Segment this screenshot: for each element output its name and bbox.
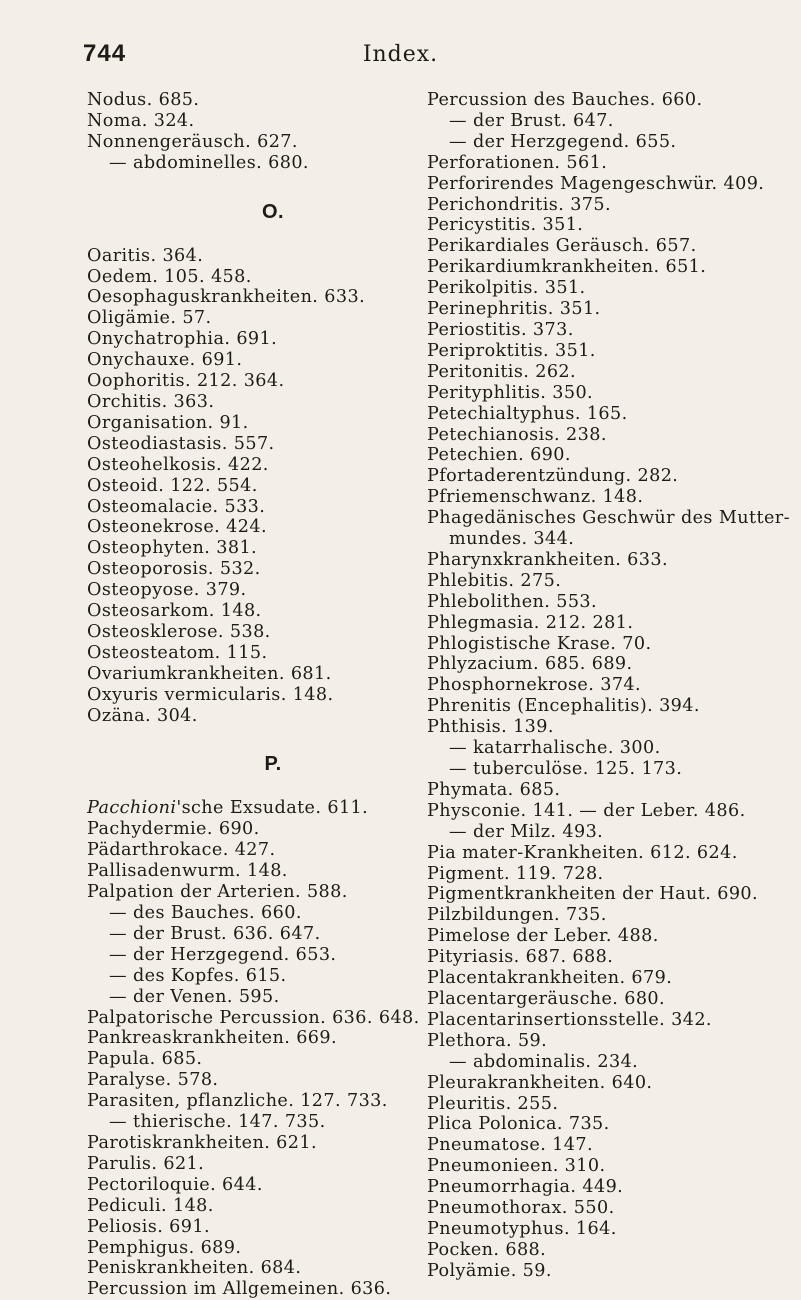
index-subentry: — der Venen. 595.	[109, 986, 280, 1007]
index-subentry: — der Herzgegend. 653.	[109, 944, 337, 965]
index-entry-pacchioni	[87, 798, 459, 819]
index-entry: Nonnengeräusch. 627.	[87, 131, 298, 152]
index-entry: Perforirendes Magengeschwür. 409.	[427, 173, 765, 194]
index-subentry: — tuberculöse. 125. 173.	[449, 759, 683, 779]
index-entry: Phlogistische Krase. 70.	[427, 633, 652, 654]
index-entry: Peniskrankheiten. 684.	[87, 1258, 302, 1279]
index-entry: Ovariumkrankheiten. 681.	[87, 663, 332, 684]
index-entry: Polyämie. 59.	[427, 1260, 552, 1281]
index-subentry: — der Herzgegend. 655.	[449, 131, 677, 152]
index-entry: Pleurakrankheiten. 640.	[427, 1072, 653, 1093]
index-entry: Phlyzacium. 685. 689.	[427, 654, 633, 675]
index-entry: Pneumorrhagia. 449.	[427, 1177, 624, 1198]
index-entry: Parotiskrankheiten. 621.	[87, 1132, 317, 1153]
index-entry: Pilzbildungen. 735.	[427, 905, 607, 926]
index-entry: Pachydermie. 690.	[87, 819, 260, 840]
index-entry: Peritonitis. 262.	[427, 361, 577, 382]
index-entry: Petechialtyphus. 165.	[427, 403, 628, 424]
index-entry: Periproktitis. 351.	[427, 340, 596, 361]
index-entry: Orchitis. 363.	[87, 391, 215, 412]
index-entry: Phlebolithen. 553.	[427, 591, 598, 612]
index-entry: Osteodiastasis. 557.	[87, 433, 275, 454]
index-entry: Pericystitis. 351.	[427, 215, 584, 236]
index-entry: Organisation. 91.	[87, 412, 249, 433]
index-entry: Osteonekrose. 424.	[87, 517, 267, 538]
index-entry: Perinephritis. 351.	[427, 299, 601, 320]
index-entry: Onychatrophia. 691.	[87, 329, 278, 350]
index-subentry: — abdominelles. 680.	[109, 152, 309, 173]
index-entry: Pimelose der Leber. 488.	[427, 926, 659, 947]
index-entry: Nodus. 685.	[87, 90, 200, 110]
index-entry: Pleuritis. 255.	[427, 1093, 559, 1114]
index-subentry: — abdominalis. 234.	[449, 1051, 639, 1072]
index-entry: Osteoid. 122. 554.	[87, 475, 258, 496]
index-entry: Petechien. 690.	[427, 445, 571, 466]
page-header	[0, 40, 801, 74]
index-entry: Periostitis. 373.	[427, 319, 574, 340]
index-entry: Plethora. 59.	[427, 1030, 548, 1051]
n-entries	[87, 90, 459, 174]
index-entry: Palpation der Arterien. 588.	[87, 882, 348, 903]
index-entry: Pocken. 688.	[427, 1239, 547, 1260]
index-entry: Pädarthrokace. 427.	[87, 840, 276, 861]
index-entry: Parasiten, pflanzliche. 127. 733.	[87, 1091, 388, 1112]
section-heading-p: P.	[264, 753, 282, 776]
index-entry: Papula. 685.	[87, 1049, 203, 1070]
index-subentry: — des Kopfes. 615.	[109, 965, 287, 986]
index-entry: Placentargeräusche. 680.	[427, 988, 666, 1009]
index-entry: Pharynxkrankheiten. 633.	[427, 549, 668, 570]
index-entry: Pemphigus. 689.	[87, 1237, 242, 1258]
index-entry: Physconie. 141. — der Leber. 486.	[427, 800, 746, 821]
index-entry: Pneumothorax. 550.	[427, 1198, 615, 1219]
index-subentry: — der Milz. 493.	[449, 821, 604, 842]
index-entry: Perikolpitis. 351.	[427, 278, 586, 299]
right-column	[427, 90, 799, 1282]
index-entry-wrapped: Phagedänisches Geschwür des Mutter-mundes. 344.	[427, 508, 790, 550]
index-entry: Ozäna. 304.	[87, 705, 198, 726]
index-entry: Pankreaskrankheiten. 669.	[87, 1028, 337, 1049]
index-entry: Perikardiales Geräusch. 657.	[427, 236, 697, 257]
index-entry: Oxyuris vermicularis. 148.	[87, 684, 334, 705]
index-entry: Osteomalacie. 533.	[87, 496, 266, 517]
index-entry: Noma. 324.	[87, 110, 195, 131]
index-subentry: — der Brust. 636. 647.	[109, 923, 321, 944]
index-entry: Placentakrankheiten. 679.	[427, 968, 673, 989]
index-entry: Perforationen. 561.	[427, 152, 608, 173]
index-entry: Osteosarkom. 148.	[87, 601, 262, 622]
left-column	[87, 90, 459, 1300]
index-entry: Onychauxe. 691.	[87, 350, 243, 371]
index-subentry: — thierische. 147. 735.	[109, 1112, 326, 1133]
page-number: 744	[83, 40, 127, 67]
index-entry: Oesophaguskrankheiten. 633.	[87, 287, 366, 308]
index-entry: Pigmentkrankheiten der Haut. 690.	[427, 884, 759, 905]
index-entry: Pectoriloquie. 644.	[87, 1174, 263, 1195]
index-entry: Osteosteatom. 115.	[87, 642, 268, 663]
index-entry: Osteosklerose. 538.	[87, 621, 271, 642]
index-subentry: — der Brust. 647.	[449, 110, 614, 131]
index-entry: Phosphornekrose. 374.	[427, 675, 641, 696]
index-entry: Pneumatose. 147.	[427, 1135, 593, 1156]
pacchioni-rest: 'sche Exsudate. 611.	[176, 798, 369, 819]
index-entry: Pfriemenschwanz. 148.	[427, 487, 644, 508]
index-entry: Phthisis. 139.	[427, 717, 554, 738]
p-entries	[87, 798, 459, 1300]
index-entry: Osteoporosis. 532.	[87, 559, 261, 580]
pacchioni-name: Pacchioni	[87, 798, 177, 819]
index-entry: Phrenitis (Encephalitis). 394.	[427, 696, 700, 717]
index-entry: Perichondritis. 375.	[427, 194, 611, 215]
index-entry: Oedem. 105. 458.	[87, 266, 252, 287]
index-entry: Osteohelkosis. 422.	[87, 454, 269, 475]
index-entry: Peliosis. 691.	[87, 1216, 210, 1237]
index-entry: Pigment. 119. 728.	[427, 863, 604, 884]
index-entry: Oligämie. 57.	[87, 308, 212, 329]
index-entry: Percussion des Bauches. 660.	[427, 90, 703, 110]
index-entry: Pallisadenwurm. 148.	[87, 861, 288, 882]
index-entry: Petechianosis. 238.	[427, 424, 607, 445]
index-entry: Pneumonieen. 310.	[427, 1156, 606, 1177]
index-entry: Perikardiumkrankheiten. 651.	[427, 257, 707, 278]
index-entry: Oaritis. 364.	[87, 245, 204, 266]
index-entry: Pfortaderentzündung. 282.	[427, 466, 679, 487]
index-entry: Pediculi. 148.	[87, 1195, 214, 1216]
index-subentry: — katarrhalische. 300.	[449, 738, 661, 759]
section-heading-o: O.	[262, 200, 284, 223]
index-entry: Osteopyose. 379.	[87, 580, 247, 601]
index-entry: Perityphlitis. 350.	[427, 382, 594, 403]
o-entries	[87, 246, 459, 727]
index-entry: Paralyse. 578.	[87, 1070, 219, 1091]
index-entry: Osteophyten. 381.	[87, 538, 258, 559]
index-entry: Pneumotyphus. 164.	[427, 1218, 617, 1239]
index-entry: Oophoritis. 212. 364.	[87, 371, 285, 392]
index-entry: Parulis. 621.	[87, 1153, 205, 1174]
index-entry: Pia mater-Krankheiten. 612. 624.	[427, 842, 738, 863]
index-entry: Placentarinsertionsstelle. 342.	[427, 1009, 712, 1030]
index-entry: Plica Polonica. 735.	[427, 1114, 610, 1135]
index-entry: Percussion im Allgemeinen. 636.	[87, 1279, 392, 1300]
index-subentry: — des Bauches. 660.	[109, 903, 302, 923]
index-entry: Phymata. 685.	[427, 779, 561, 800]
index-entry: Pityriasis. 687. 688.	[427, 947, 614, 968]
running-title: Index.	[362, 42, 439, 67]
index-entry: Phlegmasia. 212. 281.	[427, 612, 634, 633]
index-entry: Palpatorische Percussion. 636. 648.	[87, 1007, 420, 1028]
index-entry: Phlebitis. 275.	[427, 570, 562, 591]
